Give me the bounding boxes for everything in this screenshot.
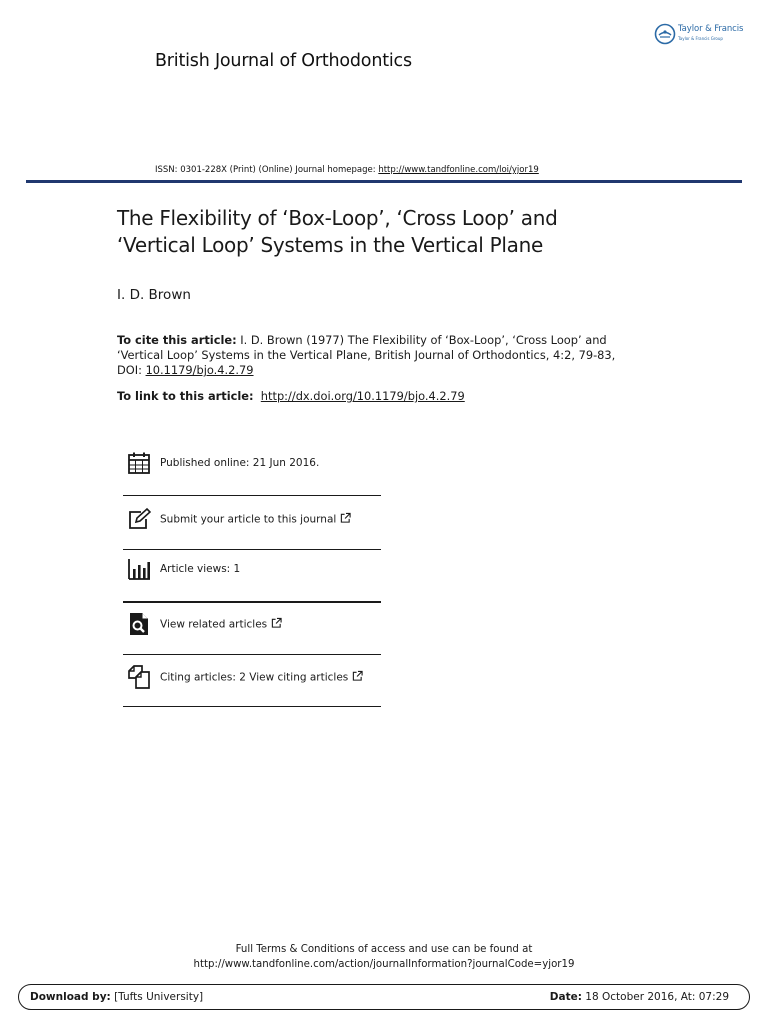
related-articles-link[interactable] [160, 618, 282, 631]
published-online-text: Published online: 21 Jun 2016. [160, 457, 320, 469]
article-doi-link[interactable]: http://dx.doi.org/10.1179/bjo.4.2.79 [260, 389, 465, 403]
download-date [550, 991, 729, 1003]
divider [123, 706, 381, 707]
submit-article-row[interactable] [123, 493, 381, 545]
edit-icon [127, 507, 151, 531]
publisher-name: Taylor & Francis [678, 24, 744, 34]
download-date-value: 18 October 2016, At: 07:29 [581, 991, 729, 1003]
citation-block [117, 333, 642, 378]
external-link-icon [352, 671, 363, 682]
terms-notice [0, 942, 768, 972]
link-label: To link to this article: [117, 389, 254, 403]
article-views-row [123, 543, 381, 595]
related-articles-row[interactable] [123, 598, 381, 650]
article-author: I. D. Brown [117, 287, 191, 303]
publisher-logo[interactable] [654, 21, 754, 47]
article-title-line-2: ‘Vertical Loop’ Systems in the Vertical Plane [117, 233, 543, 257]
submit-article-label: Submit your article to this journal [160, 513, 337, 526]
cite-doi-link[interactable]: 10.1179/bjo.4.2.79 [145, 363, 254, 377]
download-info-bar [18, 984, 750, 1010]
terms-url[interactable]: http://www.tandfonline.com/action/journalInformation?journalCode=yjor19 [193, 959, 575, 970]
bar-chart-icon [127, 557, 151, 581]
download-by-label: Download by: [30, 991, 111, 1003]
external-link-icon [271, 618, 282, 629]
citing-articles-row[interactable] [123, 651, 381, 703]
cite-text: I. D. Brown (1977) The Flexibility of ‘Box-Loop’, ‘Cross Loop’ and ‘Vertical Loop’ Systems in the Vertical Plane, British Journal of Orthodontics, 4:2, 79-83, DOI: [117, 333, 616, 377]
publisher-group: Taylor & Francis Group [678, 36, 723, 41]
article-views-text: Article views: 1 [160, 563, 241, 575]
issn-text: ISSN: 0301-228X (Print) (Online) Journal homepage: [155, 165, 379, 175]
download-by-value: [Tufts University] [110, 991, 204, 1003]
journal-homepage-link[interactable]: http://www.tandfonline.com/loi/yjor19 [378, 165, 539, 175]
published-online-row [123, 437, 381, 489]
article-title-line-1: The Flexibility of ‘Box-Loop’, ‘Cross Loop’ and [117, 206, 558, 230]
download-date-label: Date: [549, 991, 582, 1003]
citing-articles-icon [127, 665, 151, 689]
download-by [30, 991, 203, 1003]
terms-line-1: Full Terms & Conditions of access and use can be found at [235, 944, 533, 955]
journal-title: British Journal of Orthodontics [155, 51, 412, 71]
related-articles-label: View related articles [160, 618, 268, 631]
header-rule [26, 180, 742, 183]
issn-line [155, 165, 539, 175]
cite-label: To cite this article: [117, 333, 237, 347]
citing-articles-link[interactable] [160, 671, 363, 684]
article-title [117, 205, 677, 259]
citing-articles-label: Citing articles: 2 View citing articles [160, 671, 349, 684]
calendar-icon [127, 451, 151, 475]
article-link-line [117, 389, 465, 403]
submit-article-link[interactable] [160, 513, 351, 526]
search-document-icon [127, 612, 151, 636]
external-link-icon [340, 513, 351, 524]
taylor-francis-logo-icon [654, 23, 676, 45]
